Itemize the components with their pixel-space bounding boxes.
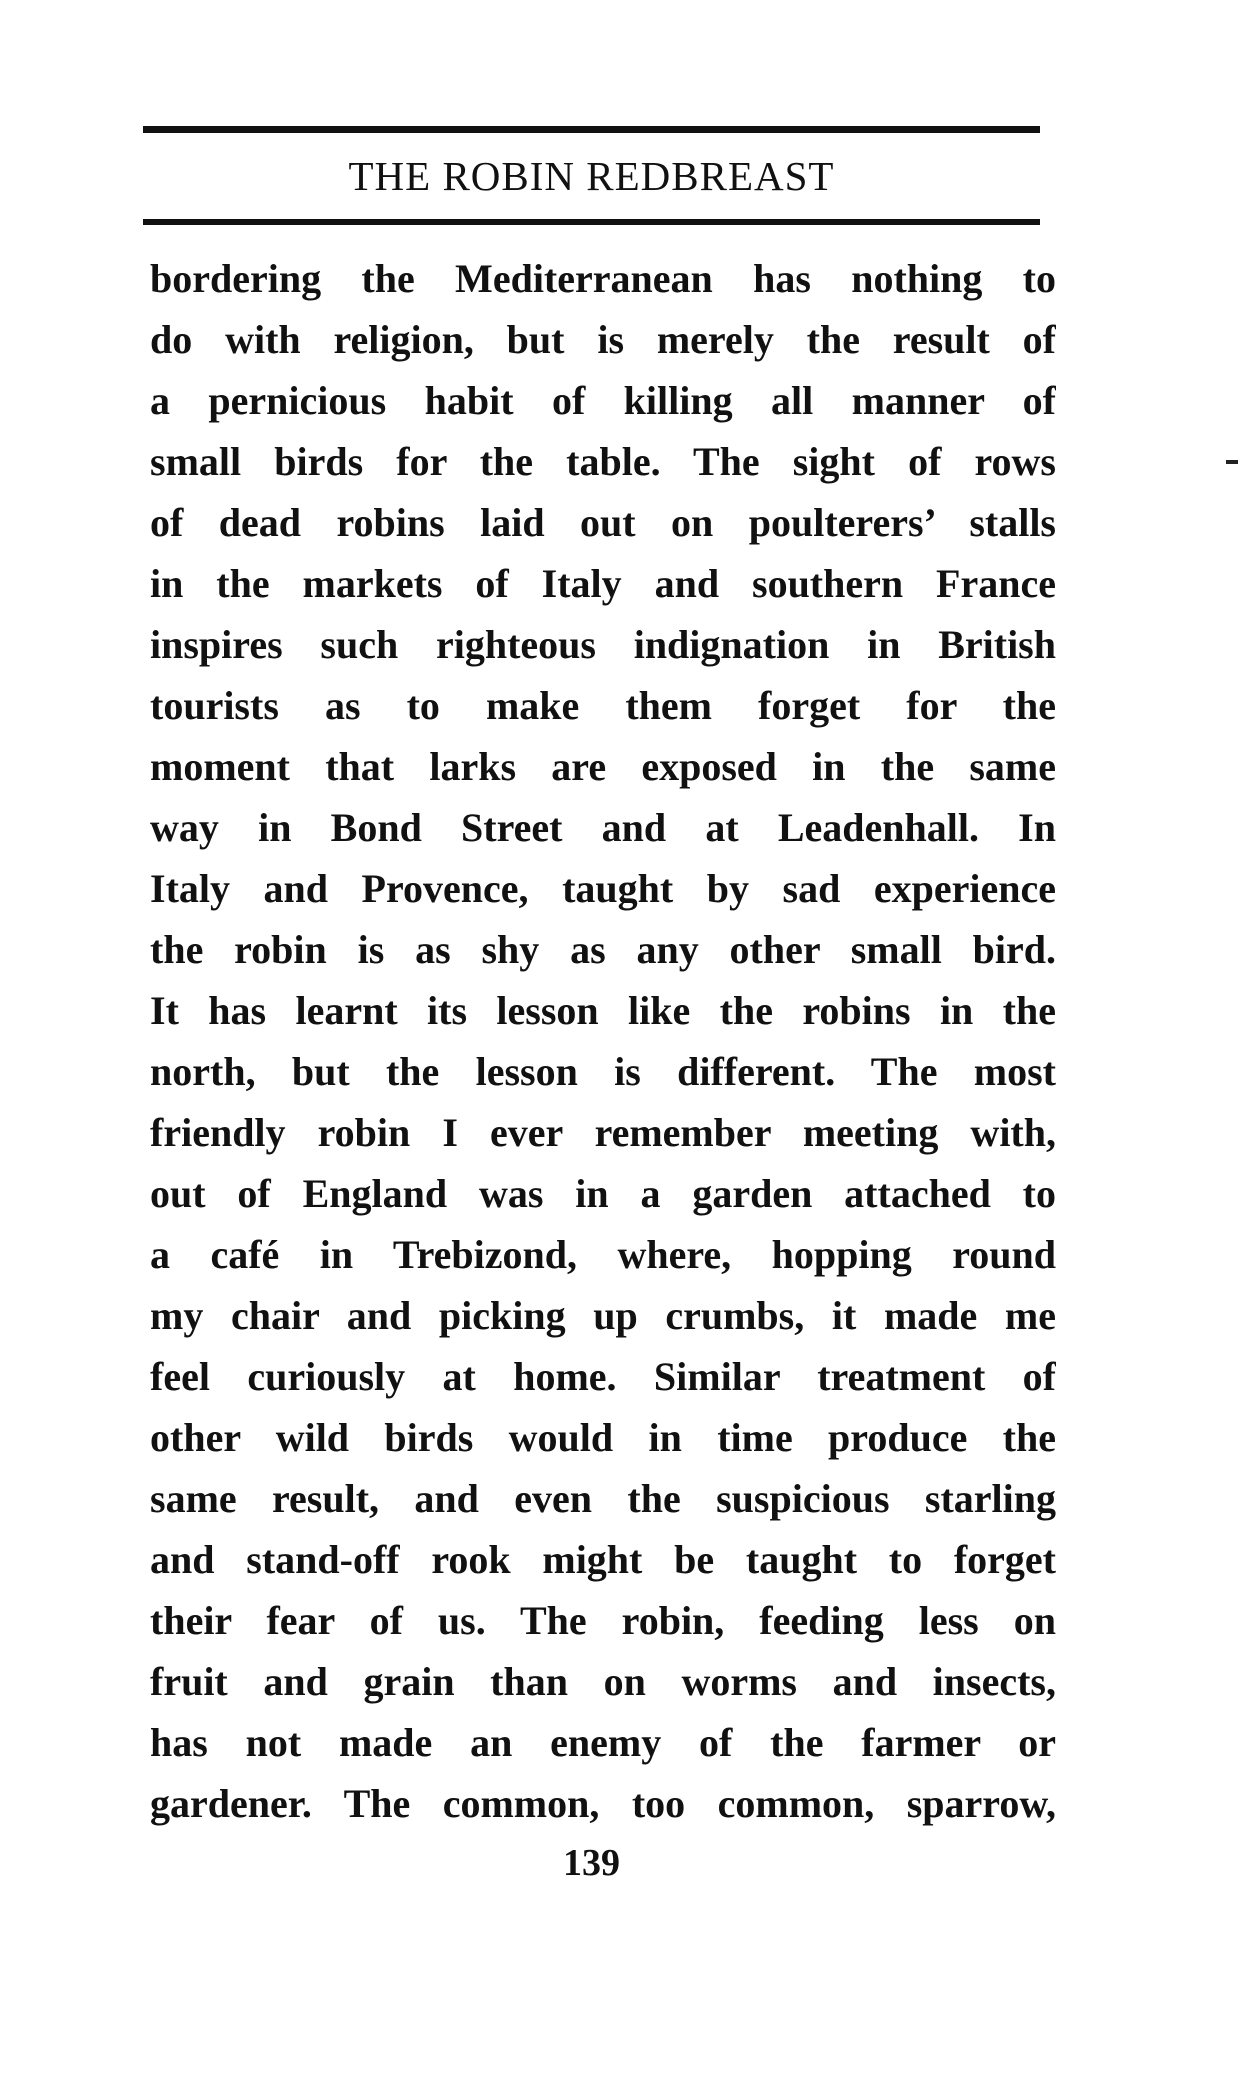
text-line: moment that larks are exposed in the same	[150, 744, 1056, 789]
text-line: north, but the lesson is different. The most	[150, 1049, 1056, 1094]
text-line: fruit and grain than on worms and insects,	[150, 1659, 1056, 1704]
text-line: their fear of us. The robin, feeding less on	[150, 1598, 1056, 1643]
text-line: a pernicious habit of killing all manner of	[150, 378, 1056, 423]
text-line: other wild birds would in time produce the	[150, 1415, 1056, 1460]
text-line: It has learnt its lesson like the robins in the	[150, 988, 1056, 1033]
header-rule-bottom	[143, 219, 1040, 225]
text-line: and stand-off rook might be taught to forget	[150, 1537, 1056, 1582]
text-line: the robin is as shy as any other small bird.	[150, 927, 1056, 972]
body-text	[150, 248, 1056, 1834]
text-line: out of England was in a garden attached to	[150, 1171, 1056, 1216]
text-line: my chair and picking up crumbs, it made me	[150, 1293, 1056, 1338]
running-title: THE ROBIN REDBREAST	[348, 153, 835, 199]
text-line: in the markets of Italy and southern France	[150, 561, 1056, 606]
text-line: Italy and Provence, taught by sad experience	[150, 866, 1056, 911]
text-line: small birds for the table. The sight of rows	[150, 439, 1056, 484]
text-line: gardener. The common, too common, sparrow,	[150, 1781, 1056, 1826]
text-line: inspires such righteous indignation in British	[150, 622, 1056, 667]
text-line: of dead robins laid out on poulterers’ stalls	[150, 500, 1056, 545]
text-line: friendly robin I ever remember meeting with,	[150, 1110, 1056, 1155]
text-line: same result, and even the suspicious starling	[150, 1476, 1056, 1521]
text-line: way in Bond Street and at Leadenhall. In	[150, 805, 1056, 850]
text-line: bordering the Mediterranean has nothing to	[150, 256, 1056, 301]
text-line: a café in Trebizond, where, hopping round	[150, 1232, 1056, 1277]
text-line: has not made an enemy of the farmer or	[150, 1720, 1056, 1765]
margin-speck	[1226, 460, 1238, 464]
page-number: 139	[563, 1842, 620, 1884]
text-line: feel curiously at home. Similar treatment of	[150, 1354, 1056, 1399]
header-rule-top	[143, 126, 1040, 133]
text-line: tourists as to make them forget for the	[150, 683, 1056, 728]
text-line: do with religion, but is merely the result of	[150, 317, 1056, 362]
